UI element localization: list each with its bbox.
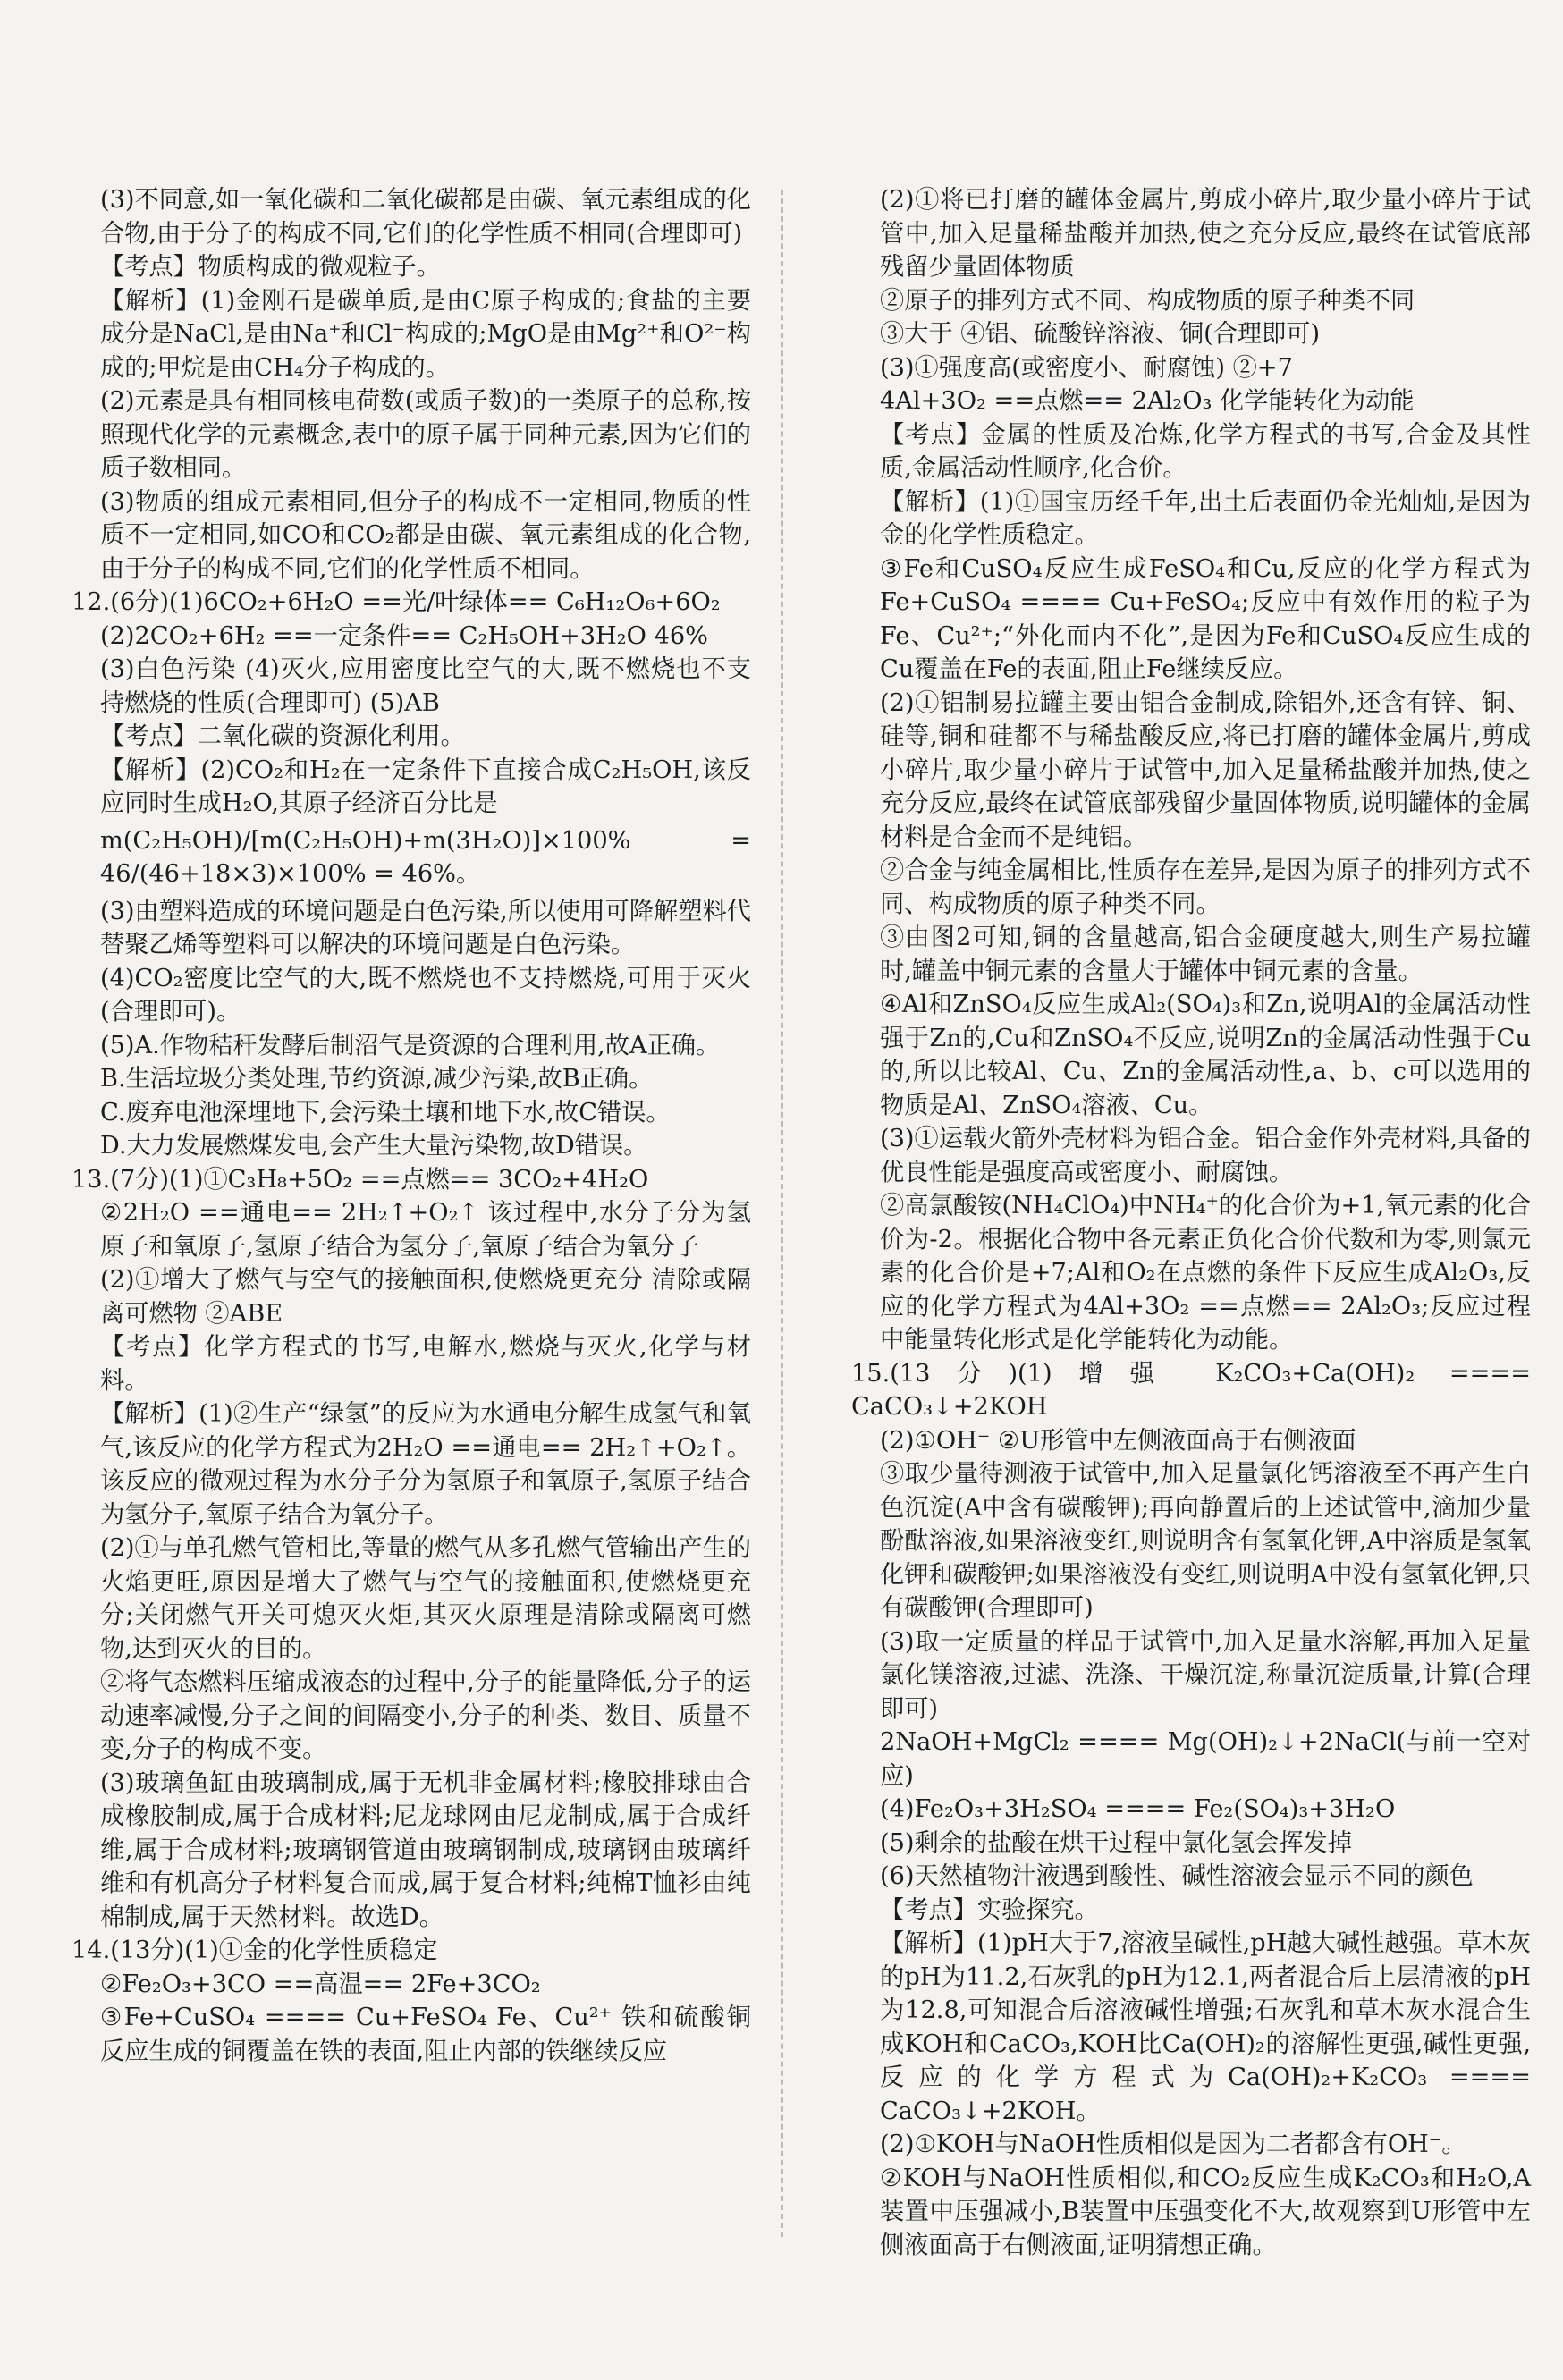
paragraph: ②KOH与NaOH性质相似,和CO₂反应生成K₂CO₃和H₂O,A装置中压强减小,B装置中压强变化不大,故观察到U形管中左侧液面高于右侧液面,证明猜想正确。 bbox=[880, 2164, 1531, 2259]
paragraph: (2)元素是具有相同核电荷数(或质子数)的一类原子的总称,按照现代化学的元素概念,表中的原子属于同种元素,因为它们的质子数相同。 bbox=[100, 387, 751, 482]
equation-line: 2NaOH+MgCl₂ ==== Mg(OH)₂↓+2NaCl(与前一空对应) bbox=[880, 1728, 1531, 1790]
paragraph: (3)不同意,如一氧化碳和二氧化碳都是由碳、氧元素组成的化合物,由于分子的构成不同,它们的化学性质不相同(合理即可) bbox=[100, 186, 751, 248]
paragraph: (3)由塑料造成的环境问题是白色污染,所以使用可降解塑料代替聚乙烯等塑料可以解决的环境问题是白色污染。 bbox=[100, 897, 751, 958]
paragraph: (2)2CO₂+6H₂ ==一定条件== C₂H₅OH+3H₂O 46% bbox=[100, 621, 708, 650]
right-column bbox=[851, 183, 1531, 2262]
paragraph: (2)①铝制易拉罐主要由铝合金制成,除铝外,还含有锌、铜、硅等,铜和硅都不与稀盐酸反应,将已打磨的罐体金属片,剪成小碎片,取少量小碎片于试管中,加入足量稀盐酸并加热,使之充分反应,最终在试管底部残留少量固体物质,说明罐体的金属材料是合金而不是纯铝。 bbox=[880, 688, 1531, 851]
paragraph: ③取少量待测液于试管中,加入足量氯化钙溶液至不再产生白色沉淀(A中含有碳酸钾);再向静置后的上述试管中,滴加少量酚酞溶液,如果溶液变红,则说明含有氢氧化钾,A中溶质是氢氧化钾和碳酸钾;如果溶液没有变红,则说明A中没有氢氧化钾,只有碳酸钾(合理即可) bbox=[880, 1460, 1531, 1622]
paragraph: (4)Fe₂O₃+3H₂SO₄ ==== Fe₂(SO₄)₃+3H₂O bbox=[880, 1795, 1396, 1823]
jiexi-paragraph: 【解析】(1)pH大于7,溶液呈碱性,pH越大碱性越强。草木灰的pH为11.2,石灰乳的pH为12.1,两者混合后上层清液的pH为12.8,可知混合后溶液碱性增强;石灰乳和草木灰水混合生成KOH和CaCO₃,KOH比Ca(OH)₂的溶解性更强,碱性更强,反应的化学方程式为Ca(OH)₂+K₂CO₃ ==== CaCO₃↓+2KOH。 bbox=[880, 1929, 1531, 2125]
question-15-answer: 15.(13分)(1)增强 K₂CO₃+Ca(OH)₂ ==== CaCO₃↓+2KOH bbox=[851, 1359, 1531, 1421]
paragraph: ②合金与纯金属相比,性质存在差异,是因为原子的排列方式不同、构成物质的原子种类不同。 bbox=[880, 857, 1531, 918]
question-13-answer: 13.(7分)(1)①C₃H₈+5O₂ ==点燃== 3CO₂+4H₂O bbox=[72, 1165, 649, 1194]
paragraph: ②将气态燃料压缩成液态的过程中,分子的能量降低,分子的运动速率减慢,分子之间的间隔变小,分子的种类、数目、质量不变,分子的构成不变。 bbox=[100, 1668, 751, 1763]
kaodian-line: 【考点】二氧化碳的资源化利用。 bbox=[100, 722, 465, 750]
kaodian-line: 【考点】物质构成的微观粒子。 bbox=[100, 253, 441, 281]
paragraph: (5)A.作物秸秆发酵后制沼气是资源的合理利用,故A正确。 bbox=[100, 1031, 721, 1059]
jiexi-paragraph: 【解析】(2)CO₂和H₂在一定条件下直接合成C₂H₅OH,该反应同时生成H₂O,其原子经济百分比是 bbox=[100, 755, 751, 817]
paragraph: ④Al和ZnSO₄反应生成Al₂(SO₄)₃和Zn,说明Al的金属活动性强于Zn的,Cu和ZnSO₄不反应,说明Zn的金属活动性强于Cu的,所以比较Al、Cu、Zn的金属活动性,a、b、c可以选用的物质是Al、ZnSO₄溶液、Cu。 bbox=[880, 991, 1531, 1119]
jiexi-paragraph: 【解析】(1)金刚石是碳单质,是由C原子构成的;食盐的主要成分是NaCl,是由Na⁺和Cl⁻构成的;MgO是由Mg²⁺和O²⁻构成的;甲烷是由CH₄分子构成的。 bbox=[100, 286, 751, 382]
paragraph: (6)天然植物汁液遇到酸性、碱性溶液会显示不同的颜色 bbox=[880, 1862, 1474, 1890]
kaodian-line: 【考点】化学方程式的书写,电解水,燃烧与灭火,化学与材料。 bbox=[100, 1333, 751, 1395]
question-14-answer: 14.(13分)(1)①金的化学性质稳定 bbox=[72, 1937, 438, 1964]
paragraph: ③Fe和CuSO₄反应生成FeSO₄和Cu,反应的化学方程式为Fe+CuSO₄ ==== Cu+FeSO₄;反应中有效作用的粒子为Fe、Cu²⁺;“外化而内不化”,是因为Fe和CuSO₄反应生成的Cu覆盖在Fe的表面,阻止Fe继续反应。 bbox=[880, 554, 1531, 683]
paragraph: B.生活垃圾分类处理,节约资源,减少污染,故B正确。 bbox=[100, 1065, 654, 1093]
paragraph: (3)取一定质量的样品于试管中,加入足量水溶解,再加入足量氯化镁溶液,过滤、洗涤、干燥沉淀,称量沉淀质量,计算(合理即可) bbox=[880, 1627, 1531, 1723]
paragraph: (2)①OH⁻ ②U形管中左侧液面高于右侧液面 bbox=[880, 1426, 1356, 1455]
equation-line: 4Al+3O₂ ==点燃== 2Al₂O₃ 化学能转化为动能 bbox=[880, 387, 1415, 415]
column-divider bbox=[782, 190, 783, 2237]
paragraph: (3)①运载火箭外壳材料为铝合金。铝合金作外壳材料,具备的优良性能是强度高或密度小、耐腐蚀。 bbox=[880, 1125, 1531, 1186]
kaodian-line: 【考点】金属的性质及冶炼,化学方程式的书写,合金及其性质,金属活动性顺序,化合价。 bbox=[880, 420, 1531, 482]
paragraph: (3)①强度高(或密度小、耐腐蚀) ②+7 bbox=[880, 353, 1293, 382]
paragraph: (2)①增大了燃气与空气的接触面积,使燃烧更充分 清除或隔离可燃物 ②ABE bbox=[100, 1266, 751, 1328]
fraction-formula: m(C₂H₅OH)/[m(C₂H₅OH)+m(3H₂O)]×100% = 46/(46+18×3)×100% = 46%。 bbox=[100, 826, 751, 888]
paragraph: ③大于 ④铝、硫酸锌溶液、铜(合理即可) bbox=[880, 320, 1321, 348]
paragraph: (3)物质的组成元素相同,但分子的构成不一定相同,物质的性质不一定相同,如CO和CO₂都是由碳、氧元素组成的化合物,由于分子的构成不同,它们的化学性质不相同。 bbox=[100, 487, 751, 583]
paragraph: ②原子的排列方式不同、构成物质的原子种类不同 bbox=[880, 286, 1415, 315]
jiexi-paragraph: 【解析】(1)②生产“绿氢”的反应为水通电分解生成氢气和氧气,该反应的化学方程式为2H₂O ==通电== 2H₂↑+O₂↑。该反应的微观过程为水分子分为氢原子和氧原子,氢原子结合为氢分子,氧原子结合为氧分子。 bbox=[100, 1400, 751, 1529]
paragraph: C.废弃电池深埋地下,会污染土壤和地下水,故C错误。 bbox=[100, 1098, 671, 1127]
paragraph: D.大力发展燃煤发电,会产生大量污染物,故D错误。 bbox=[100, 1132, 648, 1160]
paragraph: (5)剩余的盐酸在烘干过程中氯化氢会挥发掉 bbox=[880, 1828, 1352, 1857]
jiexi-paragraph: 【解析】(1)①国宝历经千年,出土后表面仍金光灿灿,是因为金的化学性质稳定。 bbox=[880, 487, 1531, 549]
kaodian-line: 【考点】实验探究。 bbox=[880, 1895, 1099, 1924]
paragraph: ②2H₂O ==通电== 2H₂↑+O₂↑ 该过程中,水分子分为氢原子和氧原子,氢原子结合为氢分子,氧原子结合为氧分子 bbox=[100, 1199, 751, 1261]
paragraph: ②高氯酸铵(NH₄ClO₄)中NH₄⁺的化合价为+1,氧元素的化合价为-2。根据化合物中各元素正负化合价代数和为零,则氯元素的化合价是+7;Al和O₂在点燃的条件下反应生成Al₂O₃,反应的化学方程式为4Al+3O₂ ==点燃== 2Al₂O₃;反应过程中能量转化形式是化学能转化为动能。 bbox=[880, 1192, 1531, 1354]
paragraph: (2)①与单孔燃气管相比,等量的燃气从多孔燃气管输出产生的火焰更旺,原因是增大了燃气与空气的接触面积,使燃烧更充分;关闭燃气开关可熄灭火炬,其灭火原理是清除或隔离可燃物,达到灭火的目的。 bbox=[100, 1534, 751, 1663]
paragraph: (2)①KOH与NaOH性质相似是因为二者都含有OH⁻。 bbox=[880, 2131, 1466, 2158]
paragraph: (4)CO₂密度比空气的大,既不燃烧也不支持燃烧,可用于灭火(合理即可)。 bbox=[100, 964, 751, 1025]
paragraph: ③Fe+CuSO₄ ==== Cu+FeSO₄ Fe、Cu²⁺ 铁和硫酸铜反应生成的铜覆盖在铁的表面,阻止内部的铁继续反应 bbox=[100, 2004, 751, 2065]
paragraph: (3)白色污染 (4)灭火,应用密度比空气的大,既不燃烧也不支持燃烧的性质(合理即可) (5)AB bbox=[100, 655, 751, 717]
paragraph: ③由图2可知,铜的含量越高,铝合金硬度越大,则生产易拉罐时,罐盖中铜元素的含量大于罐体中铜元素的含量。 bbox=[880, 924, 1531, 985]
paragraph: (2)①将已打磨的罐体金属片,剪成小碎片,取少量小碎片于试管中,加入足量稀盐酸并加热,使之充分反应,最终在试管底部残留少量固体物质 bbox=[880, 186, 1531, 281]
paragraph: ②Fe₂O₃+3CO ==高温== 2Fe+3CO₂ bbox=[100, 1970, 541, 1998]
left-column bbox=[72, 183, 751, 2068]
paragraph: (3)玻璃鱼缸由玻璃制成,属于无机非金属材料;橡胶排球由合成橡胶制成,属于合成材料;尼龙球网由尼龙制成,属于合成纤维,属于合成材料;玻璃钢管道由玻璃钢制成,玻璃钢由玻璃纤维和有机高分子材料复合而成,属于复合材料;纯棉T恤衫由纯棉制成,属于天然材料。故选D。 bbox=[100, 1768, 751, 1931]
question-12-answer: 12.(6分)(1)6CO₂+6H₂O ==光/叶绿体== C₆H₁₂O₆+6O₂ bbox=[72, 588, 721, 616]
